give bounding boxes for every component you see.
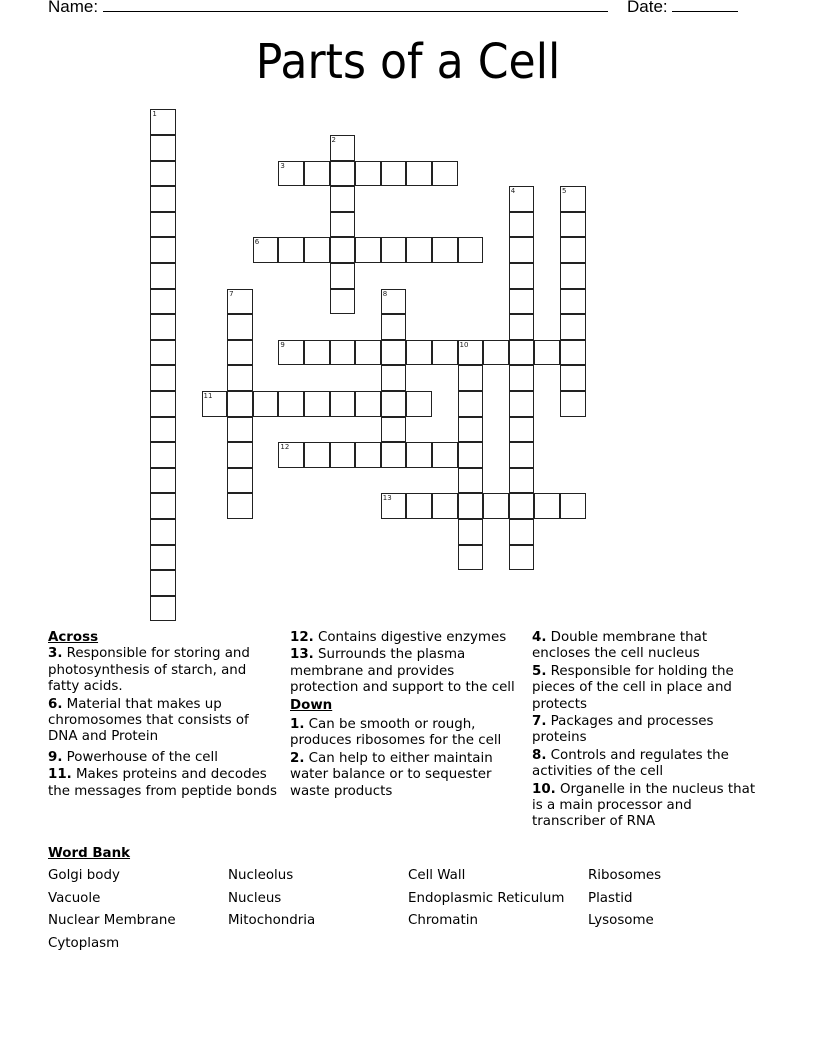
crossword-cell[interactable] <box>560 391 586 417</box>
crossword-cell[interactable] <box>330 263 356 289</box>
crossword-cell[interactable] <box>150 289 176 315</box>
clue-number: 13 <box>382 494 392 503</box>
word-bank-list <box>48 867 768 952</box>
crossword-cell[interactable] <box>458 545 484 571</box>
date-blank-line[interactable] <box>672 0 738 12</box>
crossword-cell[interactable] <box>458 365 484 391</box>
crossword-cell[interactable] <box>150 186 176 212</box>
crossword-cell[interactable] <box>150 340 176 366</box>
word-bank-item: Plastid <box>588 890 633 906</box>
crossword-cell[interactable] <box>150 596 176 622</box>
crossword-cell[interactable] <box>330 212 356 238</box>
clue-number: 10 <box>459 340 469 349</box>
crossword-cell[interactable] <box>150 417 176 443</box>
crossword-cell[interactable] <box>509 314 535 340</box>
clue-number: 12 <box>280 443 290 452</box>
crossword-cell[interactable] <box>227 289 253 315</box>
crossword-cell[interactable] <box>560 493 586 519</box>
crossword-cell[interactable] <box>150 468 176 494</box>
crossword-cell[interactable] <box>330 442 356 468</box>
clue-number: 4 <box>510 187 516 196</box>
crossword-cell[interactable] <box>509 263 535 289</box>
crossword-cell[interactable] <box>560 365 586 391</box>
crossword-cell[interactable] <box>560 314 586 340</box>
crossword-cell[interactable] <box>330 237 356 263</box>
crossword-cell[interactable] <box>381 161 407 187</box>
word-bank-heading: Word Bank <box>48 846 131 861</box>
clue-down-4: 4. Double membrane that encloses the cell nucleus <box>532 630 708 662</box>
clue-number: 2 <box>331 135 337 144</box>
crossword-cell[interactable] <box>227 493 253 519</box>
crossword-cell[interactable] <box>227 442 253 468</box>
crossword-cell[interactable] <box>304 442 330 468</box>
crossword-cell[interactable] <box>509 545 535 571</box>
crossword-cell[interactable] <box>227 391 253 417</box>
crossword-cell[interactable] <box>381 314 407 340</box>
crossword-cell[interactable] <box>150 212 176 238</box>
word-bank-item: Nucleolus <box>228 868 294 883</box>
crossword-cell[interactable] <box>304 391 330 417</box>
crossword-cell[interactable] <box>227 417 253 443</box>
crossword-grid <box>151 110 611 630</box>
clue-across-11: 11. Makes proteins and decodes the messages from peptide bonds <box>48 767 277 799</box>
crossword-cell[interactable] <box>406 161 432 187</box>
clue-number: 8 <box>382 289 388 298</box>
clues-column-3 <box>532 630 767 832</box>
crossword-cell[interactable] <box>406 442 432 468</box>
crossword-cell[interactable] <box>509 340 535 366</box>
crossword-cell[interactable] <box>227 365 253 391</box>
crossword-cell[interactable] <box>458 493 484 519</box>
crossword-cell[interactable] <box>330 186 356 212</box>
crossword-cell[interactable] <box>150 519 176 545</box>
crossword-cell[interactable] <box>458 417 484 443</box>
across-heading: Across <box>48 630 99 645</box>
crossword-cell[interactable] <box>458 442 484 468</box>
crossword-cell[interactable] <box>150 570 176 596</box>
clue-down-10: 10. Organelle in the nucleus that is a main processor and transcriber of RNA <box>532 781 756 830</box>
word-bank-item: Vacuole <box>48 890 101 906</box>
crossword-cell[interactable] <box>381 417 407 443</box>
crossword-cell[interactable] <box>406 237 432 263</box>
crossword-cell[interactable] <box>458 468 484 494</box>
crossword-cell[interactable] <box>509 442 535 468</box>
crossword-cell[interactable] <box>304 237 330 263</box>
crossword-cell[interactable] <box>381 493 407 519</box>
crossword-cell[interactable] <box>534 340 560 366</box>
crossword-cell[interactable] <box>150 493 176 519</box>
name-field[interactable] <box>48 0 608 17</box>
word-bank-item: Ribosomes <box>588 868 662 883</box>
clue-number: 1 <box>152 110 157 119</box>
crossword-cell[interactable] <box>381 365 407 391</box>
crossword-cell[interactable] <box>560 212 586 238</box>
crossword-cell[interactable] <box>278 161 304 187</box>
crossword-cell[interactable] <box>560 237 586 263</box>
crossword-cell[interactable] <box>150 365 176 391</box>
crossword-cell[interactable] <box>381 340 407 366</box>
crossword-cell[interactable] <box>560 289 586 315</box>
crossword-cell[interactable] <box>355 442 381 468</box>
word-bank-item: Cytoplasm <box>48 935 120 951</box>
name-blank-line[interactable] <box>103 0 608 12</box>
crossword-cell[interactable] <box>278 442 304 468</box>
crossword-cell[interactable] <box>304 161 330 187</box>
crossword-cell[interactable] <box>355 161 381 187</box>
crossword-cell[interactable] <box>227 340 253 366</box>
word-bank-item: Nuclear Membrane <box>48 913 176 928</box>
clue-across-3: 3. Responsible for storing and photosynthesis of starch, and fatty acids. <box>48 646 250 695</box>
clue-number: 3 <box>280 161 285 170</box>
crossword-cell[interactable] <box>458 237 484 263</box>
crossword-cell[interactable] <box>304 340 330 366</box>
crossword-cell[interactable] <box>509 237 535 263</box>
word-bank-item: Endoplasmic Reticulum <box>408 890 565 906</box>
crossword-cell[interactable] <box>483 340 509 366</box>
crossword-cell[interactable] <box>509 186 535 212</box>
clue-number: 5 <box>561 187 567 196</box>
clues-column-2 <box>290 630 525 801</box>
crossword-cell[interactable] <box>278 237 304 263</box>
crossword-cell[interactable] <box>432 442 458 468</box>
crossword-cell[interactable] <box>509 493 535 519</box>
clue-number: 7 <box>229 289 234 298</box>
crossword-cell[interactable] <box>150 442 176 468</box>
word-bank-item: Lysosome <box>588 913 654 928</box>
word-bank-item: Chromatin <box>408 913 478 928</box>
crossword-cell[interactable] <box>227 468 253 494</box>
crossword-cell[interactable] <box>202 391 228 417</box>
crossword-cell[interactable] <box>355 340 381 366</box>
clue-number: 9 <box>280 340 285 349</box>
clue-across-13: 13. Surrounds the plasma membrane and provides protection and support to the cell <box>290 647 515 696</box>
crossword-cell[interactable] <box>458 519 484 545</box>
word-bank <box>48 846 768 952</box>
date-label: Date: <box>627 0 668 16</box>
crossword-cell[interactable] <box>560 263 586 289</box>
crossword-cell[interactable] <box>355 391 381 417</box>
date-field[interactable] <box>627 0 738 17</box>
down-heading: Down <box>290 697 333 713</box>
word-bank-item: Cell Wall <box>408 868 466 883</box>
crossword-cell[interactable] <box>150 135 176 161</box>
crossword-cell[interactable] <box>355 237 381 263</box>
crossword-cell[interactable] <box>381 391 407 417</box>
clue-across-6: 6. Material that makes up chromosomes that consists of DNA and Protein <box>48 696 249 745</box>
crossword-cell[interactable] <box>509 365 535 391</box>
crossword-cell[interactable] <box>150 263 176 289</box>
crossword-cell[interactable] <box>150 161 176 187</box>
crossword-cell[interactable] <box>381 442 407 468</box>
crossword-cell[interactable] <box>560 186 586 212</box>
crossword-cell[interactable] <box>330 289 356 315</box>
crossword-cell[interactable] <box>406 391 432 417</box>
clue-number: 6 <box>254 238 260 247</box>
clue-down-7: 7. Packages and processes proteins <box>532 714 714 746</box>
crossword-cell[interactable] <box>432 493 458 519</box>
crossword-cell[interactable] <box>560 340 586 366</box>
crossword-cell[interactable] <box>150 237 176 263</box>
crossword-cell[interactable] <box>330 161 356 187</box>
crossword-cell[interactable] <box>278 340 304 366</box>
clue-down-2: 2. Can help to either maintain water balance or to sequester waste products <box>290 750 493 799</box>
crossword-cell[interactable] <box>509 468 535 494</box>
crossword-cell[interactable] <box>432 161 458 187</box>
crossword-cell[interactable] <box>432 340 458 366</box>
clue-across-12: 12. Contains digestive enzymes <box>290 630 507 645</box>
crossword-cell[interactable] <box>150 545 176 571</box>
crossword-cell[interactable] <box>458 340 484 366</box>
crossword-cell[interactable] <box>150 314 176 340</box>
crossword-cell[interactable] <box>509 391 535 417</box>
crossword-cell[interactable] <box>509 417 535 443</box>
crossword-cell[interactable] <box>150 391 176 417</box>
clue-number: 11 <box>203 391 213 400</box>
crossword-cell[interactable] <box>509 289 535 315</box>
crossword-cell[interactable] <box>534 493 560 519</box>
word-bank-item: Nucleus <box>228 890 282 906</box>
crossword-cell[interactable] <box>227 314 253 340</box>
clue-down-1: 1. Can be smooth or rough, produces ribosomes for the cell <box>290 717 502 749</box>
name-label: Name: <box>48 0 99 16</box>
clue-across-9: 9. Powerhouse of the cell <box>48 749 218 765</box>
word-bank-item: Golgi body <box>48 868 120 883</box>
clues-column-1 <box>48 630 278 801</box>
crossword-cell[interactable] <box>406 340 432 366</box>
crossword-cell[interactable] <box>150 109 176 135</box>
crossword-cell[interactable] <box>509 212 535 238</box>
crossword-cell[interactable] <box>458 391 484 417</box>
word-bank-item: Mitochondria <box>228 913 316 928</box>
crossword-cell[interactable] <box>381 237 407 263</box>
crossword-cell[interactable] <box>330 340 356 366</box>
clue-down-5: 5. Responsible for holding the pieces of the cell in place and protects <box>532 663 734 712</box>
crossword-cell[interactable] <box>278 391 304 417</box>
crossword-cell[interactable] <box>432 237 458 263</box>
crossword-cell[interactable] <box>483 493 509 519</box>
crossword-cell[interactable] <box>381 289 407 315</box>
crossword-cell[interactable] <box>330 135 356 161</box>
crossword-cell[interactable] <box>509 519 535 545</box>
crossword-cell[interactable] <box>406 493 432 519</box>
crossword-cell[interactable] <box>330 391 356 417</box>
clue-down-8: 8. Controls and regulates the activities of the cell <box>532 747 729 780</box>
crossword-cell[interactable] <box>253 237 279 263</box>
crossword-cell[interactable] <box>253 391 279 417</box>
page-title: Parts of a Cell <box>255 34 561 90</box>
